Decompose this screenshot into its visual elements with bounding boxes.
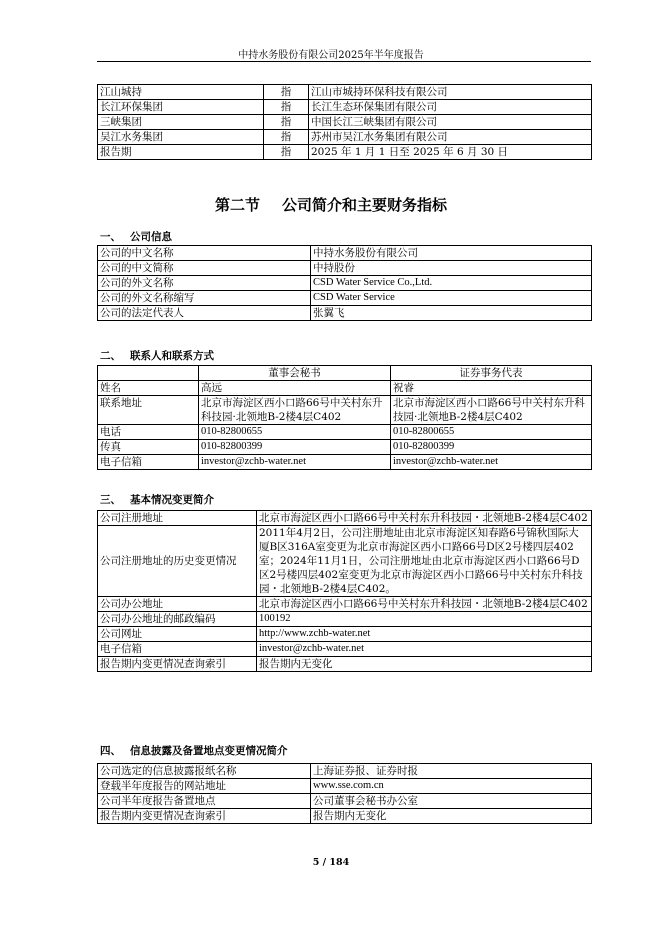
table-header-row (98, 366, 592, 381)
heading-number: 三、 (100, 494, 121, 506)
contacts-heading (100, 348, 214, 363)
row-label: 报告期内变更情况查询索引 (98, 657, 257, 672)
table-row (98, 627, 592, 642)
row-value: www.sse.com.cn (311, 779, 592, 794)
definition-mark: 指 (264, 130, 309, 145)
rep-value: 010-82800399 (391, 440, 592, 455)
rep-value: 北京市海淀区西小口路66号中关村东升科技园·北领地B-2楼4层C402 (391, 396, 592, 425)
secretary-value: investor@zchb-water.net (199, 455, 391, 470)
row-label: 电话 (98, 425, 199, 440)
disclosure-table (97, 763, 592, 824)
row-value: 报告期内无变化 (311, 809, 592, 824)
header-rule (97, 61, 591, 62)
heading-number: 二、 (100, 350, 121, 362)
table-row (98, 85, 592, 100)
section-title (0, 194, 662, 215)
row-label: 电子信箱 (98, 642, 257, 657)
table-row (98, 246, 592, 261)
row-label: 公司办公地址的邮政编码 (98, 612, 257, 627)
secretary-value: 高远 (199, 381, 391, 396)
row-label: 公司的外文名称缩写 (98, 291, 311, 306)
row-value: 上海证券报、证券时报 (311, 764, 592, 779)
definition-mark: 指 (264, 145, 309, 160)
row-label: 公司网址 (98, 627, 257, 642)
row-label: 联系地址 (98, 396, 199, 425)
table-row (98, 794, 592, 809)
secretary-value: 北京市海淀区西小口路66号中关村东升科技园·北领地B-2楼4层C402 (199, 396, 391, 425)
row-value: 北京市海淀区西小口路66号中关村东升科技园・北领地B-2楼4层C402 (257, 511, 592, 526)
definitions-table (97, 84, 592, 160)
table-row (98, 145, 592, 160)
row-label: 报告期内变更情况查询索引 (98, 809, 311, 824)
row-label: 公司的中文简称 (98, 261, 311, 276)
page-header: 中持水务股份有限公司2025年半年度报告 (238, 50, 424, 61)
row-label: 公司选定的信息披露报纸名称 (98, 764, 311, 779)
heading-number: 一、 (100, 231, 121, 243)
table-row (98, 115, 592, 130)
row-value: CSD Water Service (311, 291, 592, 306)
row-value: CSD Water Service Co.,Ltd. (311, 276, 592, 291)
table-row (98, 526, 592, 597)
section-heading: 公司简介和主要财务指标 (282, 196, 448, 214)
definition-term: 长江环保集团 (98, 100, 264, 115)
header-blank (98, 366, 199, 381)
row-label: 公司办公地址 (98, 597, 257, 612)
row-value: 100192 (257, 612, 592, 627)
row-value: 中持水务股份有限公司 (311, 246, 592, 261)
rep-value: investor@zchb-water.net (391, 455, 592, 470)
definition-meaning: 江山市城持环保科技有限公司 (309, 85, 592, 100)
definition-mark: 指 (264, 115, 309, 130)
table-row (98, 261, 592, 276)
column-header-rep: 证券事务代表 (391, 366, 592, 381)
rep-value: 祝睿 (391, 381, 592, 396)
row-label: 公司半年度报告备置地点 (98, 794, 311, 809)
row-label: 公司的法定代表人 (98, 306, 311, 321)
definition-meaning: 中国长江三峡集团有限公司 (309, 115, 592, 130)
basic-heading (100, 492, 214, 507)
disclosure-heading (100, 743, 288, 758)
row-label: 电子信箱 (98, 455, 199, 470)
row-label: 公司的中文名称 (98, 246, 311, 261)
table-row (98, 425, 592, 440)
row-value: 公司董事会秘书办公室 (311, 794, 592, 809)
secretary-value: 010-82800655 (199, 425, 391, 440)
table-row (98, 612, 592, 627)
table-row (98, 809, 592, 824)
table-row (98, 455, 592, 470)
row-label: 传真 (98, 440, 199, 455)
heading-text: 联系人和联系方式 (130, 350, 214, 362)
rep-value: 010-82800655 (391, 425, 592, 440)
heading-text: 公司信息 (130, 231, 172, 243)
definition-mark: 指 (264, 100, 309, 115)
row-value: 北京市海淀区西小口路66号中关村东升科技园・北领地B-2楼4层C402 (257, 597, 592, 612)
definition-term: 江山城持 (98, 85, 264, 100)
table-row (98, 306, 592, 321)
section-number: 第二节 (214, 196, 260, 214)
table-row (98, 597, 592, 612)
row-value: 2011年4月2日，公司注册地址由北京市海淀区知春路6号锦秋国际大厦B区316A室变更为北京市海淀区西小口路66号D区2号楼四层402室；2024年11月1日，公司注册地址由北京市海淀区西小口路66号D区2号楼四层402室变更为北京市海淀区西小口路66号中关村东升科技园・北领地B-2楼4层C402。 (257, 526, 592, 597)
heading-text: 信息披露及备置地点变更情况简介 (130, 745, 288, 757)
definition-meaning: 长江生态环保集团有限公司 (309, 100, 592, 115)
heading-text: 基本情况变更简介 (130, 494, 214, 506)
row-label: 登载半年度报告的网站地址 (98, 779, 311, 794)
row-label: 公司注册地址的历史变更情况 (98, 526, 257, 597)
row-label: 公司注册地址 (98, 511, 257, 526)
table-row (98, 764, 592, 779)
table-row (98, 657, 592, 672)
table-row (98, 511, 592, 526)
table-row (98, 440, 592, 455)
table-row (98, 100, 592, 115)
row-label: 公司的外文名称 (98, 276, 311, 291)
company-info-heading (100, 229, 172, 244)
secretary-value: 010-82800399 (199, 440, 391, 455)
definition-meaning: 2025 年 1 月 1 日至 2025 年 6 月 30 日 (309, 145, 592, 160)
row-label: 姓名 (98, 381, 199, 396)
definition-term: 吴江水务集团 (98, 130, 264, 145)
definition-meaning: 苏州市吴江水务集团有限公司 (309, 130, 592, 145)
row-value: 张翼飞 (311, 306, 592, 321)
table-row (98, 276, 592, 291)
heading-number: 四、 (100, 745, 121, 757)
table-row (98, 291, 592, 306)
page-number: 5 / 184 (312, 857, 350, 868)
definition-term: 报告期 (98, 145, 264, 160)
table-row (98, 381, 592, 396)
contacts-table (97, 365, 592, 470)
row-value: http://www.zchb-water.net (257, 627, 592, 642)
table-row (98, 779, 592, 794)
definition-mark: 指 (264, 85, 309, 100)
table-row (98, 130, 592, 145)
row-value: investor@zchb-water.net (257, 642, 592, 657)
company-info-table (97, 245, 592, 321)
basic-table (97, 510, 592, 672)
row-value: 中持股份 (311, 261, 592, 276)
definition-term: 三峡集团 (98, 115, 264, 130)
row-value: 报告期内无变化 (257, 657, 592, 672)
column-header-secretary: 董事会秘书 (199, 366, 391, 381)
table-row (98, 642, 592, 657)
table-row (98, 396, 592, 425)
